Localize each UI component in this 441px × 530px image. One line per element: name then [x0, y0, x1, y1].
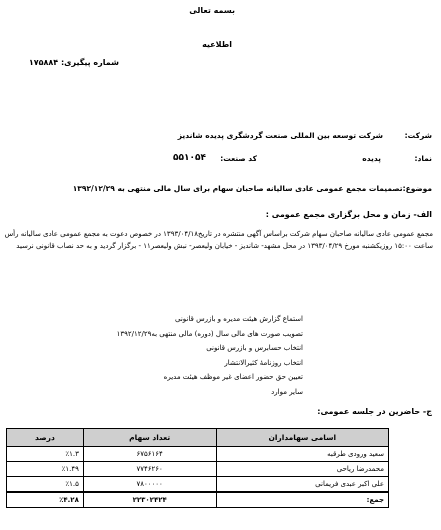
total-label: جمع: — [216, 492, 389, 508]
symbol-value: پدیده — [362, 154, 381, 163]
tracking-number-label — [29, 58, 119, 67]
total-percent: ٪۴.۲۸ — [7, 492, 84, 508]
table-row — [7, 447, 389, 462]
table-header-row — [7, 429, 389, 447]
section-a-heading: الف- زمان و محل برگزاری مجمع عمومی : — [265, 210, 432, 219]
shareholder-name: سعید ورودی طرقبه — [216, 447, 389, 462]
agenda-item: انتخاب روزنامهٔ کثیرالانتشار — [224, 358, 303, 367]
agenda-item: انتخاب حسابرس و بازرس قانونی — [206, 344, 303, 353]
page-title: اطلاعیه — [202, 40, 232, 49]
share-percent: ٪۱.۵ — [7, 477, 84, 493]
industry-code-label: کد صنعت: — [220, 154, 257, 163]
share-percent: ٪۱.۴۹ — [7, 462, 84, 477]
section-a-line-1: مجمع عمومی عادی سالیانه صاحبان سهام شرکت براساس آگهی منتشره در تاریخ۱۳۹۳/۰۴/۱۸ در خصوص دعوت به مجمع عمومی عادی سالیانه رأس — [4, 230, 433, 238]
agenda-item: سایر موارد — [271, 387, 303, 396]
column-header-shares: تعداد سهام — [83, 429, 216, 447]
tracking-number: ۱۷۵۸۸۴ — [28, 58, 59, 67]
table-row — [7, 477, 389, 493]
symbol-label: نماد: — [414, 154, 432, 163]
tracking-label: شماره پیگیری: — [60, 58, 119, 67]
column-header-name: اسامی سهامداران — [216, 429, 389, 447]
section-c-heading: ج- حاضرین در جلسه عمومی: — [317, 407, 432, 416]
share-count: ۷۷۴۶۲۶۰ — [83, 462, 216, 477]
agenda-item: تصویب صورت های مالی سال (دوره) مالی منتهی به۱۳۹۲/۱۲/۲۹ — [116, 329, 303, 338]
total-shares: ۲۲۳۰۲۴۲۴ — [83, 492, 216, 508]
shareholder-name: علی اکبر عبدی فریمانی — [216, 477, 389, 493]
share-percent: ٪۱.۳ — [7, 447, 84, 462]
table-total-row — [7, 492, 389, 508]
agenda-item: تعیین حق حضور اعضای غیر موظف هیئت مدیره — [163, 373, 303, 382]
shareholders-table — [6, 428, 389, 508]
share-count: ۶۷۵۶۱۶۴ — [83, 447, 216, 462]
agenda-item: استماع گزارش هیئت مدیره و بازرس قانونی — [175, 315, 303, 323]
bismillah: بسمه تعالی — [189, 6, 235, 15]
company-name: شرکت توسعه بین المللی صنعت گردشگری پدیده شاندیز — [177, 131, 383, 140]
column-header-percent: درصد — [7, 429, 84, 447]
company-label: شرکت: — [404, 131, 432, 140]
agenda-list — [117, 312, 303, 400]
industry-code-value: ۵۵۱۰۵۴ — [173, 153, 206, 163]
subject: موضوع:تصمیمات مجمع عمومی عادی سالیانه صاحبان سهام برای سال مالی منتهی به ۱۳۹۲/۱۲/۲۹ — [72, 184, 432, 193]
shareholder-name: محمدرضا ریاحی — [216, 462, 389, 477]
table-row — [7, 462, 389, 477]
share-count: ۷۸۰۰۰۰۰ — [83, 477, 216, 493]
section-a-line-2: ساعت ۱۵:۰۰ روزیکشنبه مورخ ۱۳۹۳/۰۴/۲۹ در محل مشهد- شاندیز - خیابان ولیعصر- نبش ولیعصر۱۱ - برگزار گردید و به حد نصاب قانونی نرسید — [16, 242, 433, 250]
